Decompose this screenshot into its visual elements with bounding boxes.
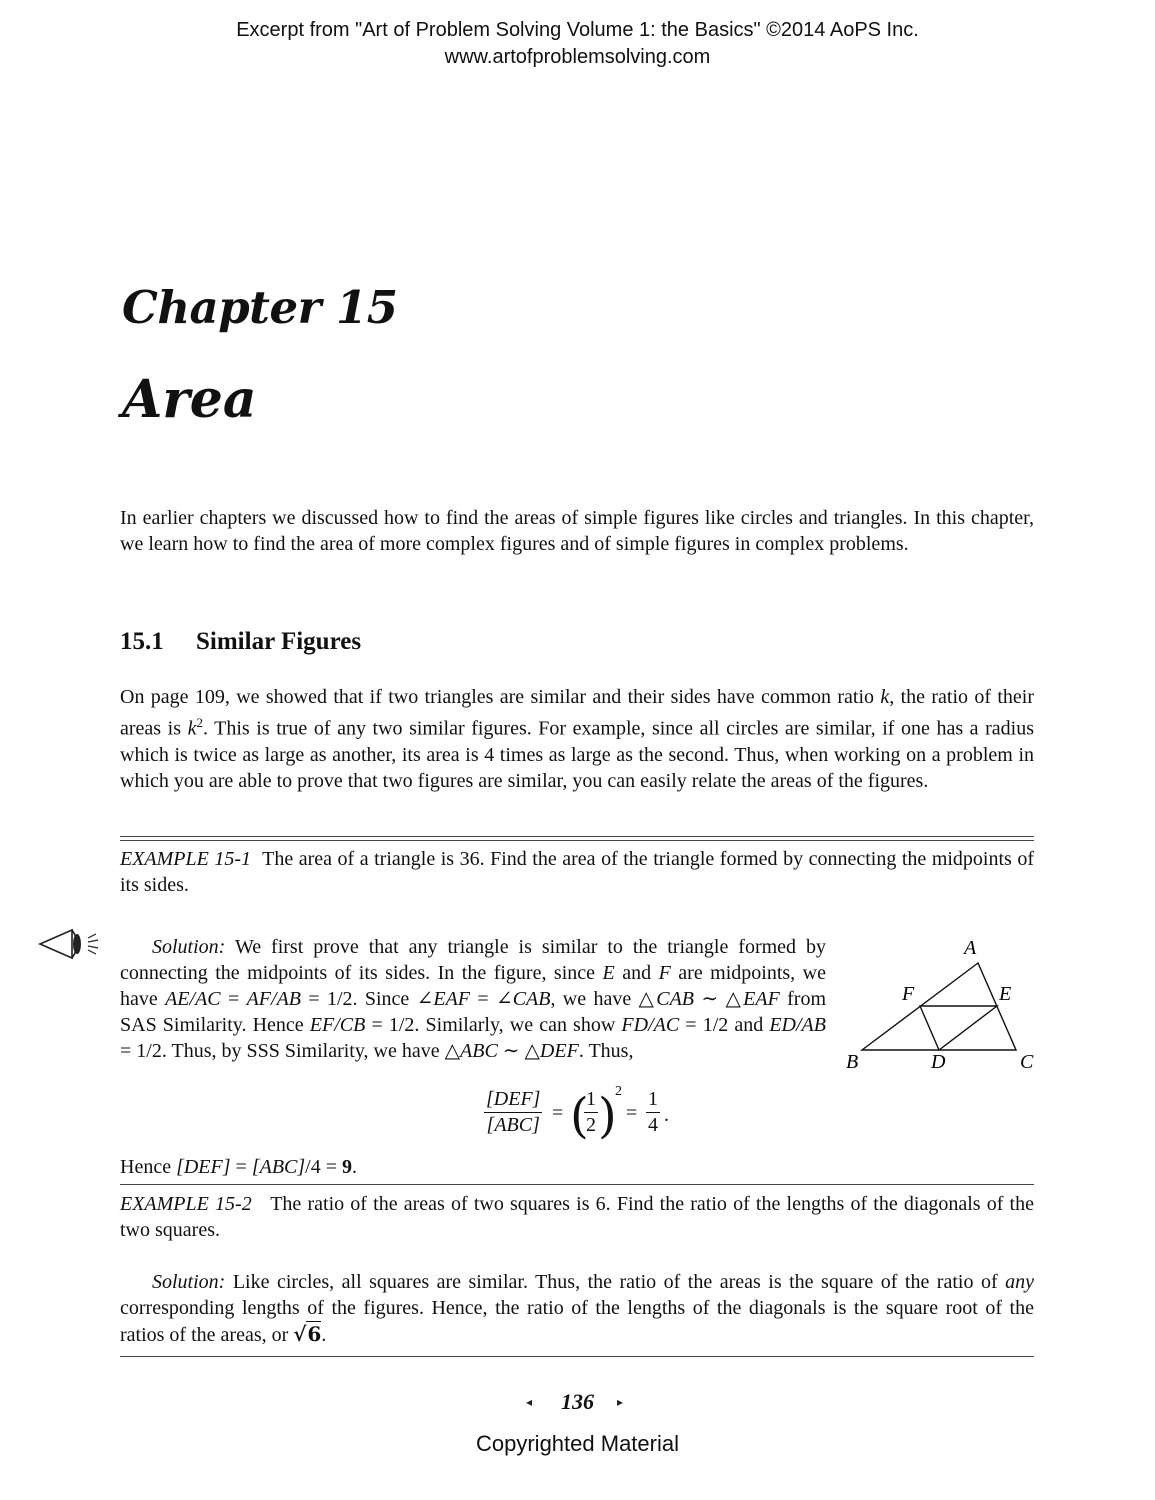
section-title: Similar Figures <box>196 628 362 655</box>
vertex-label-e: E <box>999 983 1012 1005</box>
example-15-1-answer: Hence [DEF] = [ABC]/4 = 9. <box>120 1156 357 1178</box>
chapter-label: Chapter 15 <box>122 281 398 334</box>
divider-double-bottom <box>120 840 1034 841</box>
solution-label: Solution: <box>152 1271 226 1293</box>
vertex-label-f: F <box>902 983 915 1005</box>
previous-page-icon[interactable]: ◂ <box>526 1395 533 1409</box>
website-link[interactable]: www.artofproblemsolving.com <box>444 46 711 68</box>
sqrt-six: √6 <box>293 1322 322 1346</box>
vertex-label-c: C <box>1020 1051 1034 1073</box>
example-label: EXAMPLE 15-1 <box>120 848 252 870</box>
fraction-one-half: 1 2 <box>586 1088 596 1136</box>
section-heading <box>120 626 361 658</box>
answer-value: 9 <box>342 1156 352 1178</box>
example-15-2-solution: Solution: Like circles, all squares are similar. Thus, the ratio of the areas is the square of the ratio of any corresponding lengths of the figures. Hence, the ratio of the lengths of the diagonals is the square root of the ratios of the areas, or √6. <box>120 1271 1034 1346</box>
divider-double-top <box>120 836 1034 837</box>
example-15-1-solution: Solution: We first prove that any triangle is similar to the triangle formed by connecting the midpoints of its sides. In the figure, since E and F are midpoints, we have AE/AC = AF/AB = 1/2. Since ∠EAF = ∠CAB, we have △CAB ∼ △EAF from SAS Similarity. Hence EF/CB = 1/2. Similarly, we can show FD/AC = 1/2 and ED/AB = 1/2. Thus, by SSS Similarity, we have △ABC ∼ △DEF. Thus, <box>120 936 827 1062</box>
fraction-def-abc: [DEF] [ABC] <box>486 1088 541 1136</box>
similar-figures-paragraph: On page 109, we showed that if two triangles are similar and their sides have common ratio k, the ratio of their areas is $k^2$. This is true of any two similar figures. For example, since all circles are similar, if one has a radius which is twice as large as another, its area is 4 times as large as the second. Thus, when working on a problem in which you are able to prove that two figures are similar, you can easily relate the areas of the figures. <box>120 686 1035 792</box>
divider-end <box>120 1356 1034 1357</box>
copyright-footer: Copyrighted Material <box>476 1431 679 1456</box>
solution-label: Solution: <box>152 936 226 958</box>
example-label: EXAMPLE 15-2 <box>120 1193 252 1215</box>
fraction-one-quarter: 1 4 <box>648 1088 658 1136</box>
excerpt-notice: Excerpt from "Art of Problem Solving Volume 1: the Basics" ©2014 AoPS Inc. <box>236 19 919 41</box>
triangle-figure <box>838 930 1048 1080</box>
page-number: 136 <box>561 1389 594 1414</box>
example-15-1-problem: EXAMPLE 15-1 The area of a triangle is 36. Find the area of the triangle formed by connecting the midpoints of its sides. <box>120 848 1035 896</box>
example-15-2-problem: EXAMPLE 15-2 The ratio of the areas of two squares is 6. Find the ratio of the lengths of the diagonals of the two squares. <box>120 1193 1034 1241</box>
triangle-def <box>920 1006 997 1050</box>
area-ratio-equation: [DEF] [ABC] = ( 1 2 ) 2 = 1 4 . <box>486 1084 669 1144</box>
divider-single <box>120 1184 1034 1185</box>
intro-paragraph: In earlier chapters we discussed how to find the areas of simple figures like circles and triangles. In this chapter, we learn how to find the area of more complex figures and of simple figures in complex problems. <box>120 507 1034 555</box>
eye-icon <box>38 926 118 962</box>
vertex-label-a: A <box>964 937 977 959</box>
chapter-title: Area <box>122 369 257 430</box>
section-number: 15.1 <box>120 628 164 655</box>
vertex-label-b: B <box>846 1051 859 1073</box>
vertex-label-d: D <box>931 1051 946 1073</box>
next-page-icon[interactable]: ▸ <box>617 1395 624 1409</box>
